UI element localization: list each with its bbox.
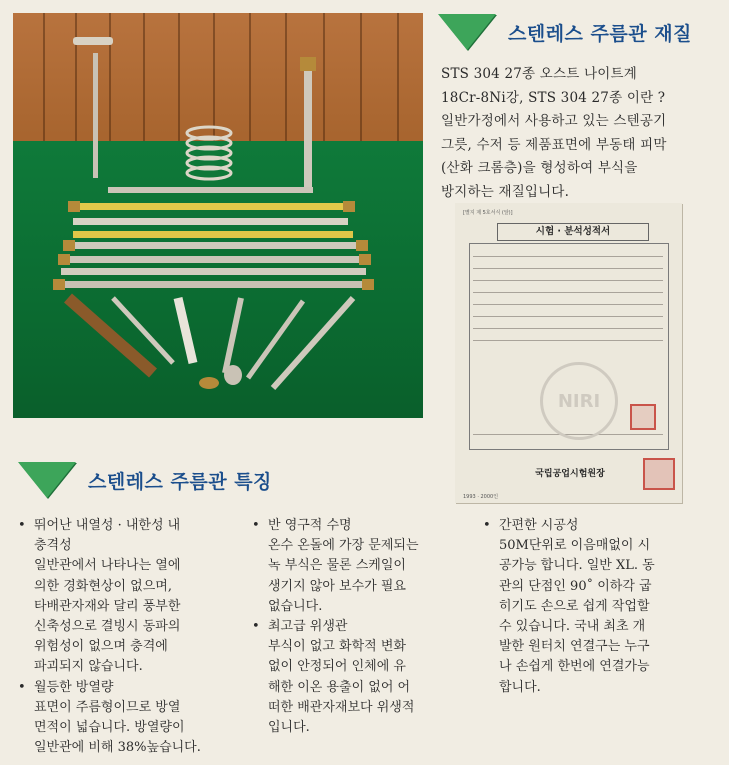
certificate-org: 국립공업시험원장 [535,469,605,479]
feature-body: 50M단위로 이음매없이 시 공가능 합니다. 일반 XL. 동 관의 단점인 90˚ 이하각 굽 히기도 손으로 쉽게 작업할 수 있습니다. 국내 최초 개 발한 원터치 연결구는 누구 나 손쉽게 한번에 연결가능 합니다. [499,538,655,695]
features-title: 스텐레스 주름관 특징 [88,470,272,493]
features-column-1 [16,516,216,758]
certificate-code: 1993 · 2000인 [463,494,499,500]
niri-seal: NIRI [540,362,618,440]
feature-body: 일반관에서 나타나는 열에 의한 경화현상이 없으며, 타배관자재와 달리 풍부한 신축성으로 결빙시 동파의 위험성이 없으며 충격에 파괴되지 않습니다. [34,558,181,675]
red-stamp [630,404,656,430]
feature-item [481,516,671,698]
feature-body: 표면이 주름형이므로 방열 면적이 넓습니다. 방열량이 일반관에 비해 38%높습니다. [34,699,201,756]
feature-title: • 최고급 위생관 [250,617,435,637]
material-title: 스텐레스 주름관 재질 [508,22,692,45]
feature-title: • 간편한 시공성 [481,516,671,536]
material-heading [438,14,692,50]
triangle-icon [18,462,76,498]
feature-title: • 뛰어난 내열성 · 내한성 내 충격성 [16,516,216,556]
feature-item [16,678,216,759]
material-description: STS 304 27종 오스트 나이트계 18Cr-8Ni강, STS 304 27종 이란 ? 일반가정에서 사용하고 있는 스텐공기 그릇, 수저 등 제품표면에 부동태 피막 (산화 크롬층)을 형성하여 부식을 방지하는 재질입니다. [441,66,667,200]
product-photo [13,13,423,418]
certificate-header-note: [별지 제 5호서식 (앞)] [463,210,513,216]
features-column-3 [481,516,671,698]
feature-title: • 월등한 방열량 [16,678,216,698]
features-column-2 [250,516,435,738]
feature-item [250,617,435,738]
triangle-icon [438,14,496,50]
certificate-title: 시험 · 분석성적서 [497,223,649,241]
official-stamp [643,458,675,490]
feature-item [16,516,216,678]
feature-item [250,516,435,617]
certificate-form [469,243,669,450]
test-certificate [455,203,682,503]
feature-title: • 반 영구적 수명 [250,516,435,536]
features-heading [18,462,272,498]
feature-body: 온수 온돌에 가장 문제되는 녹 부식은 물론 스케일이 생기지 않아 보수가 필요 없습니다. [268,538,419,614]
feature-body: 부식이 없고 화학적 변화 없이 안정되어 인체에 유 해한 이온 용출이 없어 어 떠한 배관자재보다 위생적 입니다. [268,639,415,736]
